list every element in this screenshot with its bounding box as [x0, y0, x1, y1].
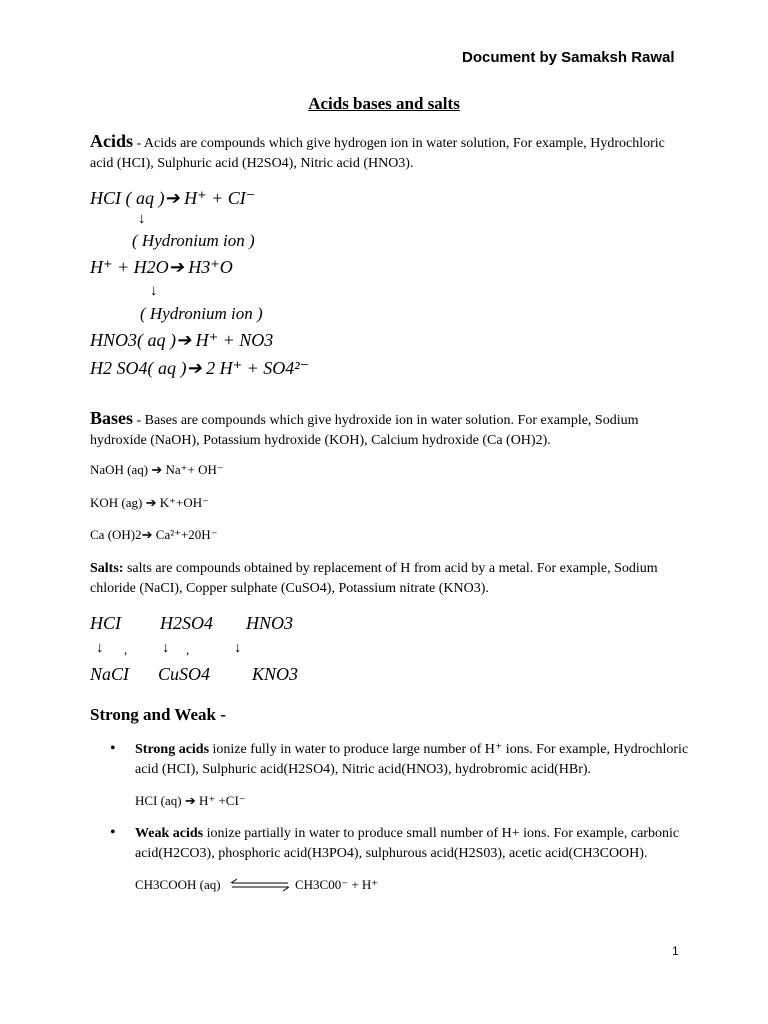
salts-paragraph	[90, 559, 680, 599]
salt-acid-h2so4: H2SO4	[160, 613, 213, 633]
salt-acid-hno3: HNO3	[246, 613, 294, 633]
hydronium-label-1: ( Hydronium ion )	[132, 231, 255, 250]
document-author-header: Document by Samaksh Rawal	[462, 49, 675, 66]
base-equation-2: KOH (ag) ➔ K⁺+OH⁻	[90, 495, 209, 510]
strong-acids-text: ionize fully in water to produce large number of H⁺ ions. For example, Hydrochloric acid (HCI), Sulphuric acid(H2SO4), Nitric acid(HNO3), hydrobromic acid(HBr).	[135, 742, 689, 777]
acid-equation-1: HCI ( aq )➔ H⁺ + CI⁻	[90, 188, 256, 208]
weak-acids-text: ionize partially in water to produce small number of H+ ions. For example, carbonic acid(H2CO3), phosphoric acid(H3PO4), sulphurous acid(H2S03), acetic acid(CH3COOH).	[135, 826, 680, 861]
salts-heading: Salts:	[90, 561, 124, 576]
base-equation-3: Ca (OH)2➔ Ca²⁺+20H⁻	[90, 527, 218, 542]
weak-acid-equation-right: CH3C00⁻ + H⁺	[295, 877, 379, 892]
bases-paragraph	[90, 408, 680, 451]
strong-acid-equation: HCI (aq) ➔ H⁺ +CI⁻	[135, 793, 246, 808]
acids-paragraph	[90, 131, 680, 174]
acids-text: - Acids are compounds which give hydrogen ion in water solution, For example, Hydrochloric acid (HCI), Sulphuric acid (H2SO4), Nitric acid (HNO3).	[90, 136, 665, 171]
bases-text: - Bases are compounds which give hydroxide ion in water solution. For example, Sodium hydroxide (NaOH), Potassium hydroxide (KOH), Calcium hydroxide (Ca (OH)2).	[90, 413, 639, 448]
salt-cuso4: CuSO4	[158, 664, 211, 684]
down-arrow-icon: ↓	[96, 640, 104, 656]
salt-kno3: KNO3	[252, 664, 299, 684]
down-arrow-icon: ↓	[138, 211, 146, 227]
bases-heading: Bases	[90, 408, 134, 428]
acid-equation-4: H2 SO4( aq )➔ 2 H⁺ + SO4²⁻	[90, 358, 310, 378]
salt-nacl: NaCI	[90, 664, 130, 684]
hydronium-label-2: ( Hydronium ion )	[140, 304, 263, 323]
document-title: Acids bases and salts	[308, 94, 460, 113]
weak-acids-paragraph	[135, 824, 695, 864]
salt-separator: ,	[186, 642, 190, 657]
down-arrow-icon: ↓	[150, 283, 158, 299]
down-arrow-icon: ↓	[234, 640, 242, 656]
bullet-strong: •	[110, 740, 116, 757]
acids-heading: Acids	[90, 131, 134, 151]
acid-equation-2: H⁺ + H2O➔ H3⁺O	[90, 257, 233, 277]
page-number: 1	[672, 944, 679, 958]
weak-acids-label: Weak acids	[135, 826, 204, 841]
salts-text: salts are compounds obtained by replacement of H from acid by a metal. For example, Sodium chloride (NaCI), Copper sulphate (CuSO4), Potassium nitrate (KNO3).	[90, 561, 658, 596]
down-arrow-icon: ↓	[162, 640, 170, 656]
acid-equation-3: HNO3( aq )➔ H⁺ + NO3	[90, 330, 274, 350]
equilibrium-arrow-icon	[228, 878, 292, 892]
bullet-weak: •	[110, 824, 116, 841]
strong-weak-heading: Strong and Weak -	[90, 705, 226, 724]
base-equation-1: NaOH (aq) ➔ Na⁺+ OH⁻	[90, 462, 224, 477]
salt-acid-hcl: HCI	[90, 613, 121, 633]
strong-acids-label: Strong acids	[135, 742, 210, 757]
weak-acid-equation-left: CH3COOH (aq)	[135, 877, 221, 892]
strong-acids-paragraph	[135, 740, 695, 780]
salt-separator: ,	[124, 642, 128, 657]
